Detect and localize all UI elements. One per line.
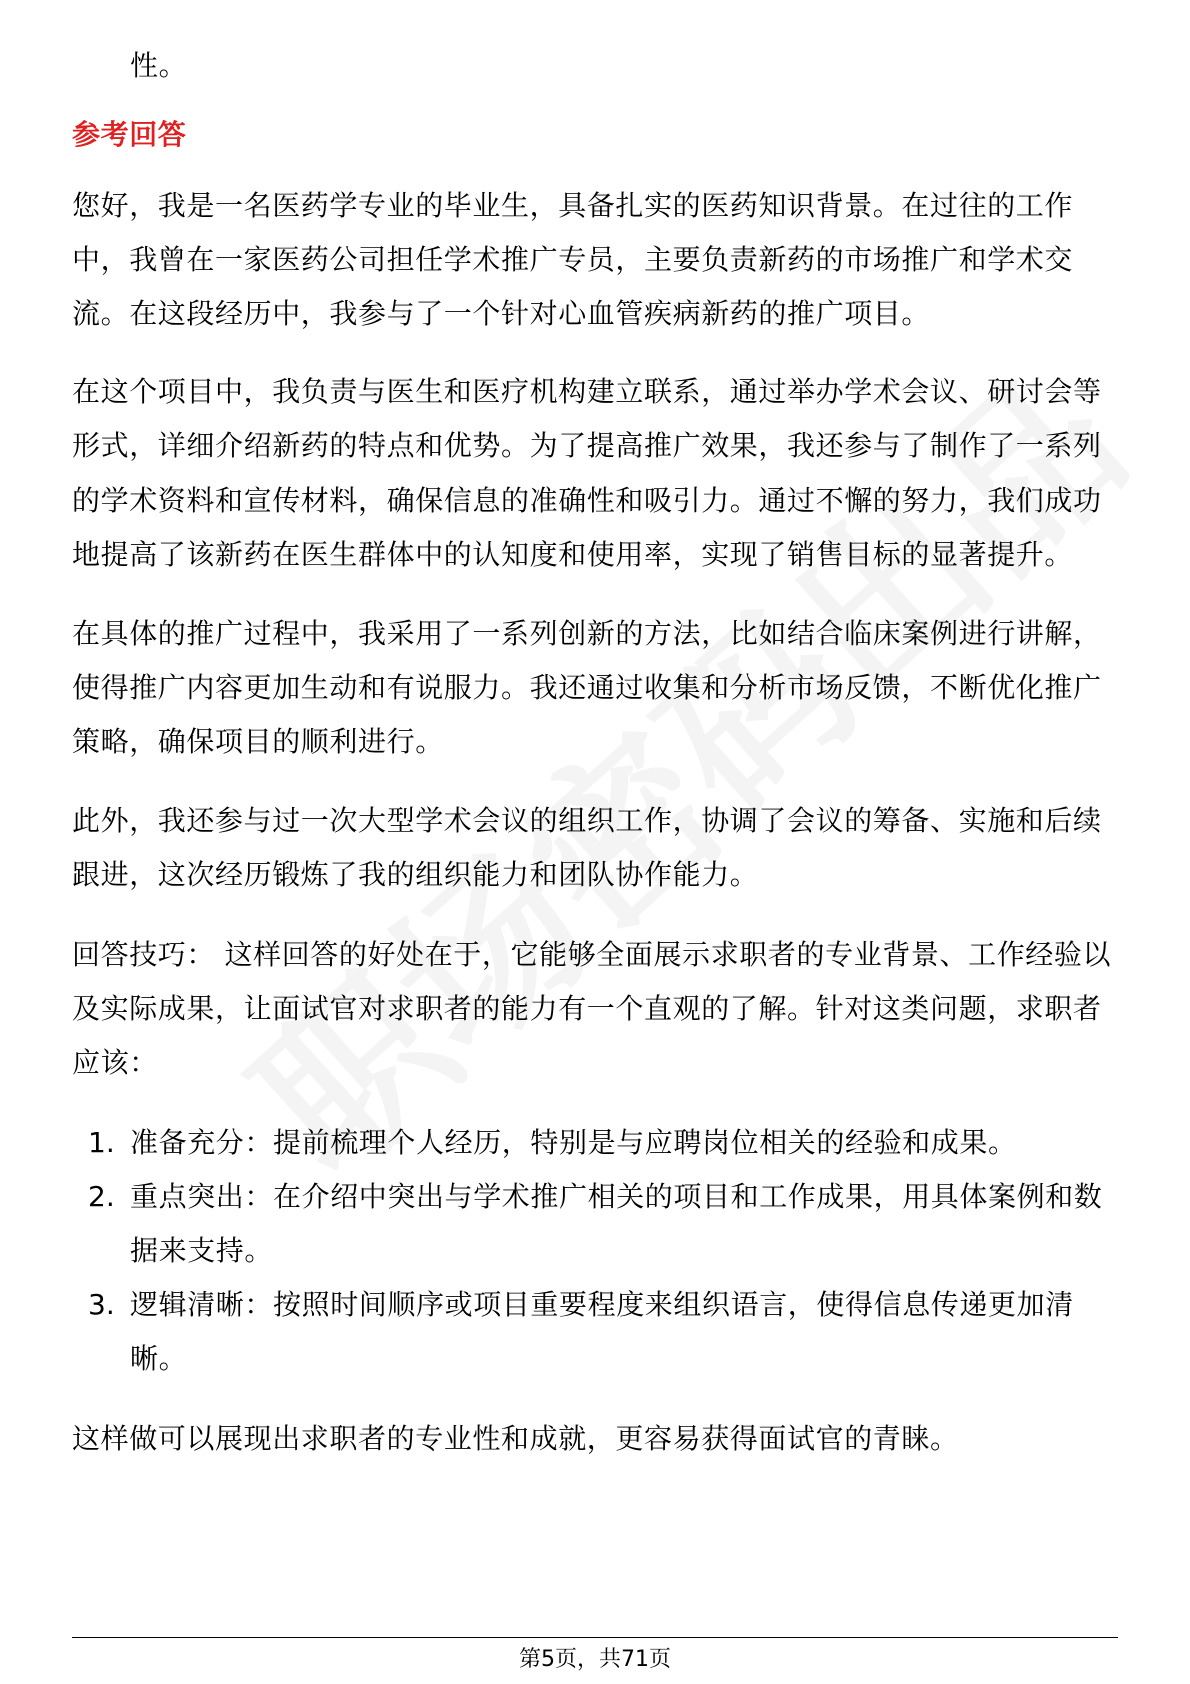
paragraph-line: 形式，详细介绍新药的特点和优势。为了提高推广效果，我还参与了制作了一系列 — [72, 429, 1102, 462]
carryover-line: 性。 — [130, 49, 188, 82]
paragraph-line: 在这个项目中，我负责与医生和医疗机构建立联系，通过举办学术会议、研讨会等 — [72, 375, 1102, 408]
section-heading: 参考回答 — [72, 118, 187, 151]
paragraph-line: 的学术资料和宣传材料，确保信息的准确性和吸引力。通过不懈的努力，我们成功 — [72, 484, 1102, 517]
paragraph-line: 中，我曾在一家医药公司担任学术推广专员，主要负责新药的市场推广和学术交 — [72, 243, 1074, 276]
paragraph-line: 地提高了该新药在医生群体中的认知度和使用率，实现了销售目标的显著提升。 — [72, 538, 1074, 571]
paragraph-line: 流。在这段经历中，我参与了一个针对心血管疾病新药的推广项目。 — [72, 297, 931, 330]
list-item-line: 重点突出：在介绍中突出与学术推广相关的项目和工作成果，用具体案例和数 — [130, 1180, 1103, 1213]
paragraph-line: 应该： — [72, 1046, 158, 1079]
paragraph-line: 此外，我还参与过一次大型学术会议的组织工作，协调了会议的筹备、实施和后续 — [72, 804, 1102, 837]
paragraph-line: 在具体的推广过程中，我采用了一系列创新的方法，比如结合临床案例进行讲解， — [72, 617, 1102, 650]
paragraph-line: 您好，我是一名医药学专业的毕业生，具备扎实的医药知识背景。在过往的工作 — [72, 189, 1074, 222]
paragraph-line: 使得推广内容更加生动和有说服力。我还通过收集和分析市场反馈，不断优化推广 — [72, 671, 1102, 704]
paragraph-line: 及实际成果，让面试官对求职者的能力有一个直观的了解。针对这类问题，求职者 — [72, 992, 1102, 1025]
paragraph-line: 回答技巧： 这样回答的好处在于，它能够全面展示求职者的专业背景、工作经验以 — [72, 938, 1112, 971]
page-number: 第5页，共71页 — [519, 1647, 671, 1672]
list-item-line: 晰。 — [130, 1342, 188, 1375]
paragraph-line: 跟进，这次经历锻炼了我的组织能力和团队协作能力。 — [72, 858, 759, 891]
paragraph-line: 策略，确保项目的顺利进行。 — [72, 725, 444, 758]
list-item-number: 3. — [88, 1288, 115, 1321]
list-item-number: 2. — [88, 1180, 115, 1213]
list-item-number: 1. — [88, 1126, 115, 1159]
footer-divider — [72, 1637, 1118, 1638]
list-item-line: 据来支持。 — [130, 1234, 274, 1267]
list-item-line: 逻辑清晰：按照时间顺序或项目重要程度来组织语言，使得信息传递更加清 — [130, 1288, 1074, 1321]
closing-line: 这样做可以展现出求职者的专业性和成就，更容易获得面试官的青睐。 — [72, 1422, 959, 1455]
list-item-line: 准备充分：提前梳理个人经历，特别是与应聘岗位相关的经验和成果。 — [130, 1126, 1017, 1159]
